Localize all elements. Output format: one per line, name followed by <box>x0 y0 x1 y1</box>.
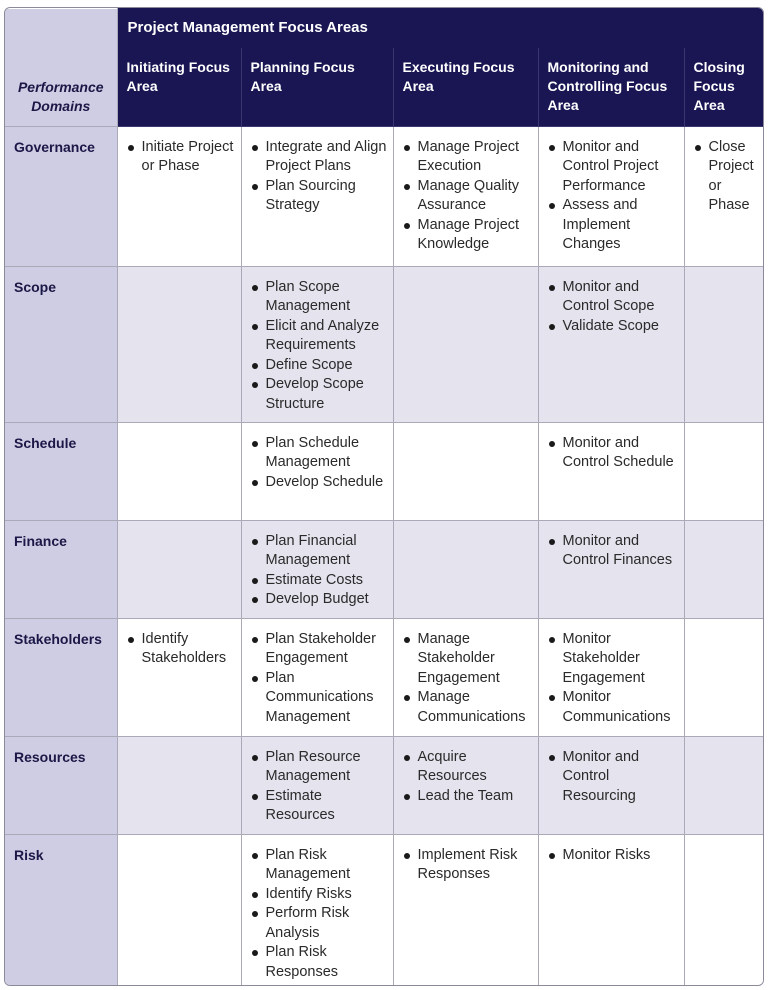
performance-domain-label: Governance <box>5 126 117 266</box>
process-list <box>548 846 678 866</box>
process-list <box>403 630 532 728</box>
process-item: Monitor and Control Schedule <box>548 434 678 473</box>
process-item: Implement Risk Responses <box>403 846 532 885</box>
focus-area-cell <box>241 520 393 618</box>
process-list <box>548 630 678 728</box>
process-list <box>251 748 387 826</box>
table-row <box>5 618 764 736</box>
process-item: Assess and Implement Changes <box>548 196 678 255</box>
process-list <box>403 748 532 807</box>
focus-area-cell <box>684 736 764 834</box>
table-row <box>5 422 764 520</box>
process-list <box>548 748 678 807</box>
performance-domain-label: Resources <box>5 736 117 834</box>
process-item: Monitor and Control Resourcing <box>548 748 678 807</box>
column-header: Initiating Focus Area <box>117 48 241 126</box>
focus-area-cell <box>393 266 538 422</box>
process-item: Monitor Risks <box>548 846 678 866</box>
column-header: Monitoring and Controlling Focus Area <box>538 48 684 126</box>
row-header-corner <box>5 9 117 127</box>
process-item: Validate Scope <box>548 317 678 337</box>
process-item: Lead the Team <box>403 787 532 807</box>
process-item: Perform Risk Analysis <box>251 904 387 943</box>
focus-area-cell <box>117 422 241 520</box>
column-header: Planning Focus Area <box>241 48 393 126</box>
performance-domain-label: Stakeholders <box>5 618 117 736</box>
process-item: Plan Resource Management <box>251 748 387 787</box>
process-item: Acquire Resources <box>403 748 532 787</box>
process-list <box>251 278 387 415</box>
process-item: Estimate Costs <box>251 571 387 591</box>
process-item: Monitor and Control Scope <box>548 278 678 317</box>
process-list <box>548 278 678 337</box>
process-list <box>251 138 387 216</box>
table-row <box>5 266 764 422</box>
focus-area-cell <box>393 618 538 736</box>
process-item: Plan Communications Management <box>251 669 387 728</box>
focus-area-cell <box>393 422 538 520</box>
process-list <box>548 532 678 571</box>
process-item: Identify Risks <box>251 885 387 905</box>
process-item: Develop Scope Structure <box>251 375 387 414</box>
process-item: Plan Stakeholder Engagement <box>251 630 387 669</box>
focus-area-cell <box>538 520 684 618</box>
focus-area-cell <box>241 736 393 834</box>
process-list <box>403 138 532 255</box>
focus-area-cell <box>538 618 684 736</box>
focus-area-cell <box>684 126 764 266</box>
process-item: Plan Risk Responses <box>251 943 387 982</box>
table-row <box>5 126 764 266</box>
performance-domain-label: Scope <box>5 266 117 422</box>
process-item: Identify Stakeholders <box>127 630 235 669</box>
process-item: Define Scope <box>251 356 387 376</box>
process-item: Manage Project Knowledge <box>403 216 532 255</box>
column-header: Executing Focus Area <box>393 48 538 126</box>
process-list <box>548 138 678 255</box>
focus-area-cell <box>393 736 538 834</box>
table-row <box>5 520 764 618</box>
process-item: Monitor Communications <box>548 688 678 727</box>
process-item: Develop Budget <box>251 590 387 610</box>
focus-area-cell <box>117 266 241 422</box>
table-row <box>5 834 764 986</box>
focus-area-cell <box>538 834 684 986</box>
process-item: Integrate and Align Project Plans <box>251 138 387 177</box>
process-item: Estimate Resources <box>251 787 387 826</box>
process-list <box>251 532 387 610</box>
focus-area-cell <box>684 422 764 520</box>
focus-area-cell <box>684 618 764 736</box>
focus-areas-table-container <box>4 7 764 986</box>
focus-area-cell <box>241 422 393 520</box>
process-item: Monitor and Control Finances <box>548 532 678 571</box>
process-item: Plan Financial Management <box>251 532 387 571</box>
focus-area-cell <box>538 266 684 422</box>
process-item: Monitor and Control Project Performance <box>548 138 678 197</box>
focus-area-cell <box>538 736 684 834</box>
focus-area-cell <box>241 618 393 736</box>
process-item: Initiate Project or Phase <box>127 138 235 177</box>
focus-area-cell <box>241 266 393 422</box>
table-title: Project Management Focus Areas <box>117 9 764 48</box>
process-item: Manage Communications <box>403 688 532 727</box>
focus-area-cell <box>117 618 241 736</box>
focus-area-cell <box>117 834 241 986</box>
column-header: Closing Focus Area <box>684 48 764 126</box>
process-item: Monitor Stakeholder Engagement <box>548 630 678 689</box>
process-item: Plan Scope Management <box>251 278 387 317</box>
process-item: Manage Stakeholder Engagement <box>403 630 532 689</box>
focus-area-cell <box>393 126 538 266</box>
focus-area-cell <box>241 834 393 986</box>
row-header-label: Performance Domains <box>17 78 104 114</box>
focus-area-cell <box>684 834 764 986</box>
process-list <box>251 630 387 728</box>
performance-domain-label: Finance <box>5 520 117 618</box>
process-item: Develop Schedule <box>251 473 387 493</box>
process-item: Plan Risk Management <box>251 846 387 885</box>
focus-area-cell <box>538 422 684 520</box>
focus-area-cell <box>393 834 538 986</box>
process-item: Elicit and Analyze Requirements <box>251 317 387 356</box>
focus-area-cell <box>117 126 241 266</box>
focus-area-cell <box>684 266 764 422</box>
focus-areas-table <box>5 8 764 986</box>
process-list <box>127 630 235 669</box>
process-item: Manage Project Execution <box>403 138 532 177</box>
process-item: Close Project or Phase <box>694 138 759 216</box>
process-item: Manage Quality Assurance <box>403 177 532 216</box>
process-list <box>251 434 387 493</box>
focus-area-cell <box>393 520 538 618</box>
process-item: Plan Schedule Management <box>251 434 387 473</box>
focus-area-cell <box>241 126 393 266</box>
focus-area-cell <box>538 126 684 266</box>
process-list <box>251 846 387 983</box>
process-list <box>127 138 235 177</box>
process-list <box>403 846 532 885</box>
focus-area-cell <box>117 736 241 834</box>
focus-area-cell <box>684 520 764 618</box>
performance-domain-label: Risk <box>5 834 117 986</box>
focus-area-cell <box>117 520 241 618</box>
table-row <box>5 736 764 834</box>
performance-domain-label: Schedule <box>5 422 117 520</box>
process-list <box>694 138 759 216</box>
process-list <box>548 434 678 473</box>
process-item: Plan Sourcing Strategy <box>251 177 387 216</box>
